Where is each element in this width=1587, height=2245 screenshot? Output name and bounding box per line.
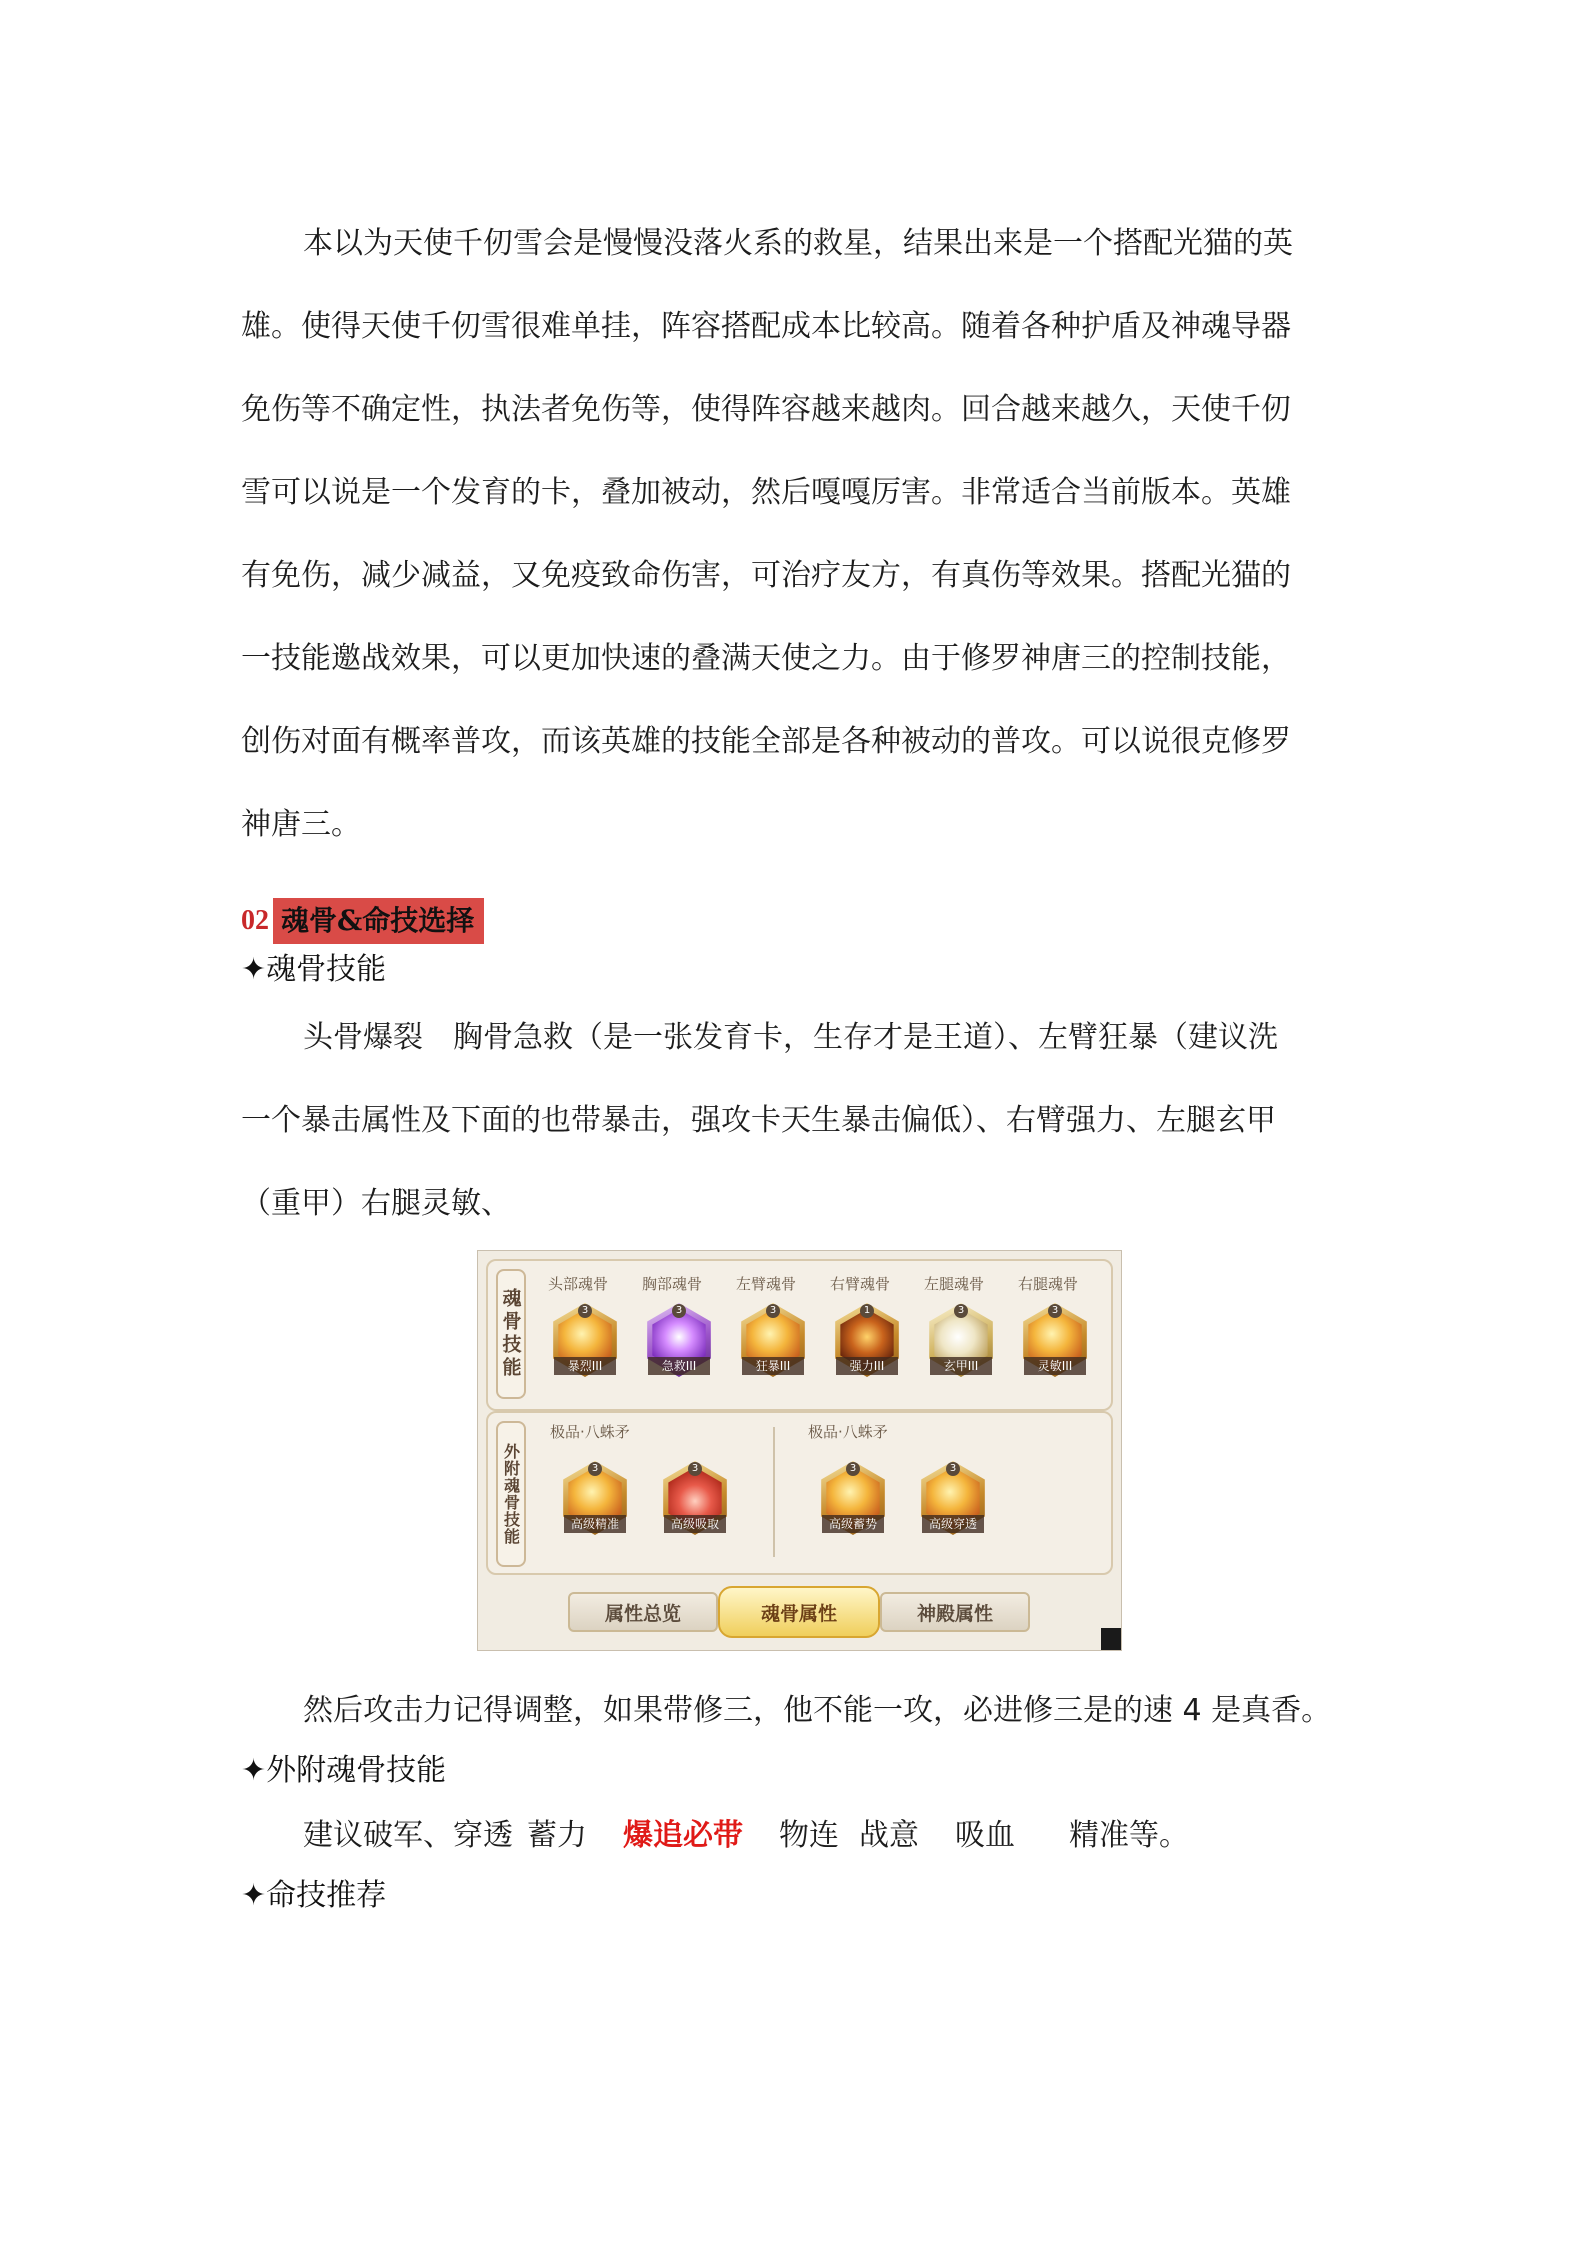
intro-line: 雄。使得天使千仞雪很难单挂，阵容搭配成本比较高。随着各种护盾及神魂导器 bbox=[241, 309, 1291, 344]
level-badge: 3 bbox=[946, 1462, 960, 1476]
section-header bbox=[241, 898, 484, 944]
level-badge: 3 bbox=[1048, 1304, 1062, 1318]
tab-attribute-overview[interactable]: 属性总览 bbox=[568, 1592, 718, 1632]
skill-caption: 急救III bbox=[648, 1357, 710, 1375]
skill-recommendation-heading: ✦命技推荐 bbox=[241, 1878, 387, 1913]
external-bone-side-tab: 外附魂骨技能 bbox=[496, 1421, 526, 1567]
game-screenshot bbox=[477, 1250, 1122, 1651]
skill-caption: 灵敏III bbox=[1024, 1357, 1086, 1375]
intro-line: 神唐三。 bbox=[241, 807, 361, 842]
skill-caption: 高级穿透 bbox=[922, 1515, 984, 1533]
absorb-skill-icon[interactable] bbox=[658, 1461, 732, 1535]
soul-bone-line: （重甲）右腿灵敏、 bbox=[241, 1186, 511, 1221]
section-title: 魂骨&命技选择 bbox=[273, 898, 484, 944]
reco-part: 物连 bbox=[779, 1818, 839, 1853]
armor-skill-icon[interactable] bbox=[924, 1303, 998, 1377]
skill-caption: 高级蓄势 bbox=[822, 1515, 884, 1533]
section-number: 02 bbox=[241, 905, 269, 936]
grade-label: 极品·八蛛矛 bbox=[808, 1423, 888, 1441]
strength-skill-icon[interactable] bbox=[830, 1303, 904, 1377]
intro-line: 本以为天使千仞雪会是慢慢没落火系的救星，结果出来是一个搭配光猫的英 bbox=[303, 226, 1293, 261]
highlight-text: 爆追必带 bbox=[623, 1818, 743, 1853]
soul-bone-side-tab: 魂骨技能 bbox=[496, 1269, 526, 1399]
slot-header: 头部魂骨 bbox=[548, 1275, 609, 1293]
skill-caption: 高级吸取 bbox=[664, 1515, 726, 1533]
level-badge: 3 bbox=[766, 1304, 780, 1318]
soul-bone-line: 头骨爆裂 胸骨急救（是一张发育卡，生存才是王道）、左臂狂暴（建议洗 bbox=[303, 1020, 1278, 1055]
level-badge: 3 bbox=[688, 1462, 702, 1476]
reco-part: 战意 bbox=[859, 1818, 919, 1853]
screenshot-corner bbox=[1101, 1628, 1121, 1650]
slot-header: 右腿魂骨 bbox=[1018, 1275, 1079, 1293]
intro-line: 一技能邀战效果，可以更加快速的叠满天使之力。由于修罗神唐三的控制技能， bbox=[241, 641, 1291, 676]
skill-caption: 高级精准 bbox=[564, 1515, 626, 1533]
skill-caption: 暴烈III bbox=[554, 1357, 616, 1375]
intro-line: 雪可以说是一个发育的卡，叠加被动，然后嘎嘎厉害。非常适合当前版本。英雄 bbox=[241, 475, 1291, 510]
charge-skill-icon[interactable] bbox=[816, 1461, 890, 1535]
soul-bone-panel bbox=[486, 1259, 1113, 1411]
grade-label: 极品·八蛛矛 bbox=[550, 1423, 630, 1441]
intro-line: 有免伤，减少减益，又免疫致命伤害，可治疗友方，有真伤等效果。搭配光猫的 bbox=[241, 558, 1291, 593]
slot-header: 右臂魂骨 bbox=[830, 1275, 891, 1293]
skill-caption: 强力III bbox=[836, 1357, 898, 1375]
external-bone-heading: ✦外附魂骨技能 bbox=[241, 1753, 447, 1788]
level-badge: 3 bbox=[672, 1304, 686, 1318]
level-badge: 3 bbox=[588, 1462, 602, 1476]
level-badge: 3 bbox=[846, 1462, 860, 1476]
reco-part: 吸血 bbox=[955, 1818, 1015, 1853]
intro-line: 创伤对面有概率普攻，而该英雄的技能全部是各种被动的普攻。可以说很克修罗 bbox=[241, 724, 1291, 759]
intro-line: 免伤等不确定性，执法者免伤等，使得阵容越来越肉。回合越来越久，天使千仞 bbox=[241, 392, 1291, 427]
level-badge: 1 bbox=[860, 1304, 874, 1318]
skill-caption: 狂暴III bbox=[742, 1357, 804, 1375]
slot-header: 胸部魂骨 bbox=[642, 1275, 703, 1293]
burst-skill-icon[interactable] bbox=[548, 1303, 622, 1377]
first-aid-skill-icon[interactable] bbox=[642, 1303, 716, 1377]
panel-divider bbox=[773, 1427, 775, 1557]
tab-soul-bone-attributes[interactable]: 魂骨属性 bbox=[718, 1586, 880, 1638]
berserk-skill-icon[interactable] bbox=[736, 1303, 810, 1377]
agility-skill-icon[interactable] bbox=[1018, 1303, 1092, 1377]
skill-caption: 玄甲III bbox=[930, 1357, 992, 1375]
level-badge: 3 bbox=[578, 1304, 592, 1318]
level-badge: 3 bbox=[954, 1304, 968, 1318]
soul-bone-line: 一个暴击属性及下面的也带暴击，强攻卡天生暴击偏低）、右臂强力、左腿玄甲 bbox=[241, 1103, 1276, 1138]
after-image-text: 然后攻击力记得调整，如果带修三，他不能一攻，必进修三是的速 4 是真香。 bbox=[303, 1693, 1332, 1728]
slot-header: 左臂魂骨 bbox=[736, 1275, 797, 1293]
reco-part: 建议破军、穿透 bbox=[303, 1818, 513, 1853]
reco-part: 精准等。 bbox=[1069, 1818, 1189, 1853]
penetration-skill-icon[interactable] bbox=[916, 1461, 990, 1535]
slot-header: 左腿魂骨 bbox=[924, 1275, 985, 1293]
attribute-tabs bbox=[568, 1586, 1030, 1638]
tab-temple-attributes[interactable]: 神殿属性 bbox=[880, 1592, 1030, 1632]
reco-part: 蓄力 bbox=[527, 1818, 587, 1853]
external-recommendation bbox=[303, 1810, 1189, 1854]
soul-bone-heading: ✦魂骨技能 bbox=[241, 952, 387, 987]
precision-skill-icon[interactable] bbox=[558, 1461, 632, 1535]
